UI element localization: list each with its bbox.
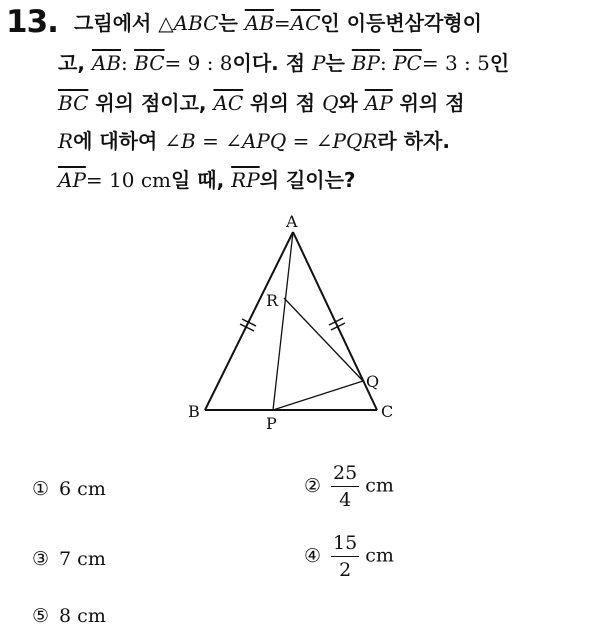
- choice-3[interactable]: [32, 548, 106, 570]
- point-q: Q: [322, 91, 339, 115]
- text: 일 때,: [171, 168, 232, 192]
- choice-number: ②: [304, 474, 322, 497]
- text: 위의 점이고,: [88, 91, 214, 115]
- point-r: R: [58, 129, 74, 153]
- segment-rq-line: [284, 298, 363, 381]
- text: 와: [338, 91, 365, 115]
- side-ab: [205, 232, 293, 410]
- segment-pq-line: [273, 381, 363, 410]
- unit: cm: [365, 544, 394, 567]
- fraction: [331, 532, 359, 581]
- segment-bc: $\overline{BC}$: [58, 91, 89, 115]
- text: 는: [325, 51, 352, 75]
- text: 인 이등변삼각형이: [320, 11, 482, 35]
- question-line-3: [58, 88, 465, 118]
- denominator: 2: [339, 559, 352, 581]
- segment-bp: $\overline{BP}$: [351, 51, 380, 75]
- label-a: A: [286, 212, 298, 231]
- segment-ap-line: [273, 232, 293, 410]
- question-line-1: [74, 8, 482, 38]
- question-line-4: [58, 126, 450, 156]
- ratio-bp-pc: = 3 : 5: [421, 51, 490, 75]
- segment-ap: $\overline{AP}$: [58, 168, 86, 192]
- text: 위의 점: [243, 91, 323, 115]
- triangle-figure: [180, 205, 430, 445]
- text: 라 하자.: [377, 129, 450, 153]
- colon: :: [121, 51, 135, 75]
- choice-5[interactable]: [32, 605, 106, 627]
- text: 위의 점: [392, 91, 465, 115]
- question-line-2: [58, 48, 509, 78]
- angle-equation: ∠B = ∠APQ = ∠PQR: [164, 129, 378, 153]
- label-r: R: [266, 291, 279, 310]
- unit: cm: [365, 474, 394, 497]
- text: 이다. 점: [232, 51, 313, 75]
- choice-4[interactable]: [304, 532, 394, 581]
- text: 의 길이는?: [259, 168, 356, 192]
- choice-value: 6 cm: [59, 478, 106, 500]
- choice-number: ③: [32, 548, 50, 570]
- ratio-ab-bc: = 9 : 8: [164, 51, 233, 75]
- choice-value: 8 cm: [59, 605, 106, 627]
- segment-ac: $\overline{AC}$: [213, 91, 244, 115]
- choice-number: ①: [32, 478, 50, 500]
- equals-sign: =: [273, 11, 291, 35]
- choice-number: ⑤: [32, 605, 50, 627]
- label-b: B: [188, 402, 200, 421]
- segment-bc: $\overline{BC}$: [134, 51, 165, 75]
- fraction: [331, 462, 359, 511]
- choice-value: 7 cm: [59, 548, 106, 570]
- segment-pc: $\overline{PC}$: [393, 51, 422, 75]
- denominator: 4: [339, 489, 352, 511]
- colon: :: [379, 51, 394, 75]
- segment-rp: $\overline{RP}$: [231, 168, 260, 192]
- label-c: C: [381, 402, 394, 421]
- choice-2[interactable]: [304, 462, 394, 511]
- question-line-5: [58, 165, 356, 195]
- segment-ap: $\overline{AP}$: [364, 91, 393, 115]
- numerator: 25: [331, 462, 359, 487]
- text: 에 대하여: [73, 129, 165, 153]
- ap-length: = 10 cm: [85, 168, 171, 192]
- point-p: P: [312, 51, 326, 75]
- text: 인: [489, 51, 510, 75]
- segment-ab: $\overline{AB}$: [91, 51, 122, 75]
- text: 고,: [58, 51, 92, 75]
- label-q: Q: [366, 372, 380, 391]
- segment-ab: $\overline{AB}$: [244, 11, 274, 35]
- triangle-abc: △ABC: [158, 11, 219, 35]
- text: 그림에서: [74, 11, 159, 35]
- choice-number: ④: [304, 544, 322, 567]
- numerator: 15: [331, 532, 359, 557]
- segment-ac: $\overline{AC}$: [290, 11, 321, 35]
- question-number: 13.: [6, 4, 58, 40]
- choice-1[interactable]: [32, 478, 106, 500]
- text: 는: [218, 11, 245, 35]
- label-p: P: [266, 414, 277, 433]
